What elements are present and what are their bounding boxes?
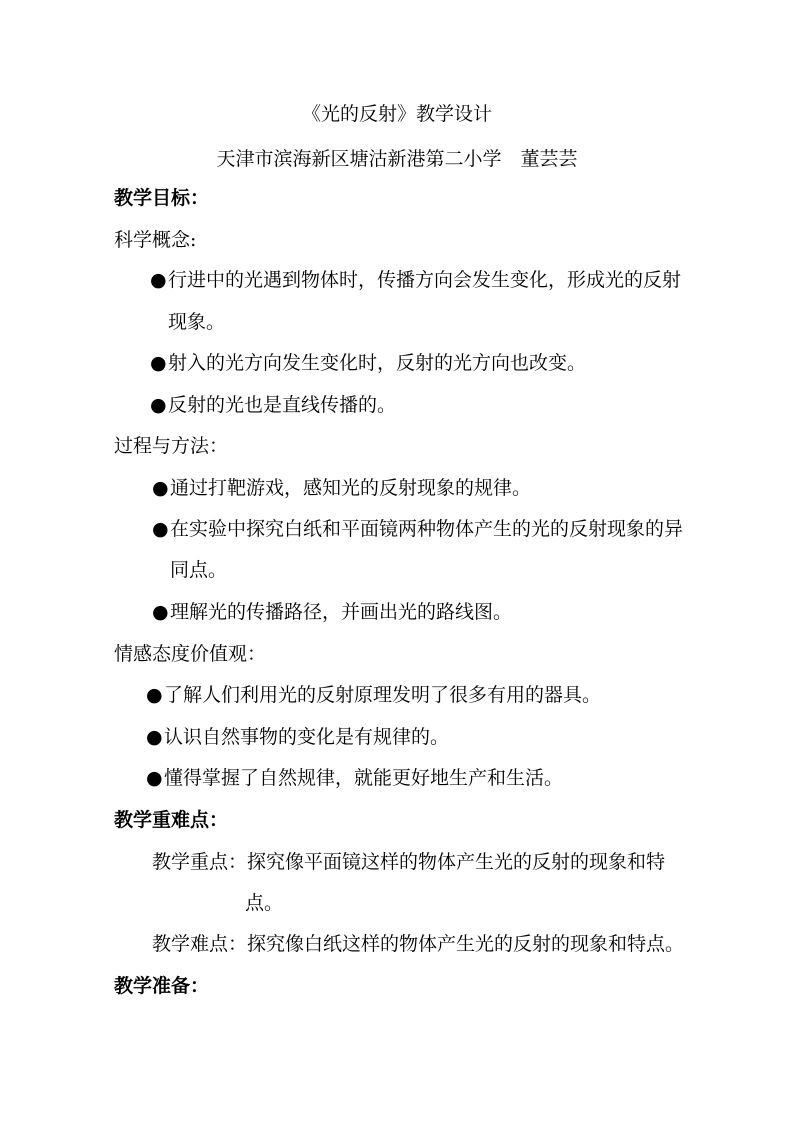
bullet-icon: ● [152, 518, 169, 540]
list-item-text: 在实验中探究白纸和平面镜两种物体产生的光的反射现象的异 [170, 518, 684, 540]
list-item-text: 通过打靶游戏，感知光的反射现象的规律。 [170, 477, 532, 499]
document-title: 《光的反射》教学设计 [301, 103, 492, 125]
bullet-icon: ● [152, 477, 169, 499]
list-item-text: 射入的光方向发生变化时，反射的光方向也改变。 [168, 352, 587, 374]
bullet-icon: ● [150, 269, 167, 291]
list-item [150, 268, 681, 292]
list-item [150, 351, 586, 375]
list-item [152, 476, 531, 500]
list-item-text: 认识自然事物的变化是有规律的。 [164, 726, 450, 748]
list-item [152, 517, 683, 541]
list-item [146, 683, 601, 707]
bullet-icon: ● [150, 352, 167, 374]
list-item-text: 了解人们利用光的反射原理发明了很多有用的器具。 [164, 684, 602, 706]
attitude-values-label: 情感态度价值观： [114, 643, 267, 665]
list-item-text: 理解光的传播路径，并画出光的路线图。 [170, 601, 513, 623]
teaching-difficulty: 教学难点：探究像白纸这样的物体产生光的反射的现象和特点。 [152, 933, 685, 955]
list-item-text: 懂得掌握了自然规律，就能更好地生产和生活。 [164, 767, 564, 789]
bullet-icon: ● [150, 394, 167, 416]
keypoints-heading: 教学重难点： [114, 809, 229, 831]
science-concept-label: 科学概念: [114, 229, 197, 251]
list-item [150, 393, 396, 417]
list-item-continuation: 同点。 [170, 559, 228, 581]
teaching-focus: 教学重点：探究像平面镜这样的物体产生光的反射的现象和特 [152, 851, 666, 873]
list-item [146, 766, 563, 790]
author-line: 天津市滨海新区塘沽新港第二小学 董芸芸 [216, 148, 578, 170]
teaching-focus-continuation: 点。 [245, 892, 284, 914]
bullet-icon: ● [146, 767, 163, 789]
process-method-label: 过程与方法： [114, 435, 229, 457]
list-item-text: 行进中的光遇到物体时，传播方向会发生变化，形成光的反射 [168, 269, 682, 291]
list-item [152, 600, 512, 624]
list-item-continuation: 现象。 [168, 311, 226, 333]
objectives-heading: 教学目标： [114, 187, 210, 209]
list-item [146, 725, 449, 749]
preparation-heading: 教学准备： [114, 975, 210, 997]
bullet-icon: ● [146, 726, 163, 748]
bullet-icon: ● [146, 684, 163, 706]
list-item-text: 反射的光也是直线传播的。 [168, 394, 397, 416]
bullet-icon: ● [152, 601, 169, 623]
